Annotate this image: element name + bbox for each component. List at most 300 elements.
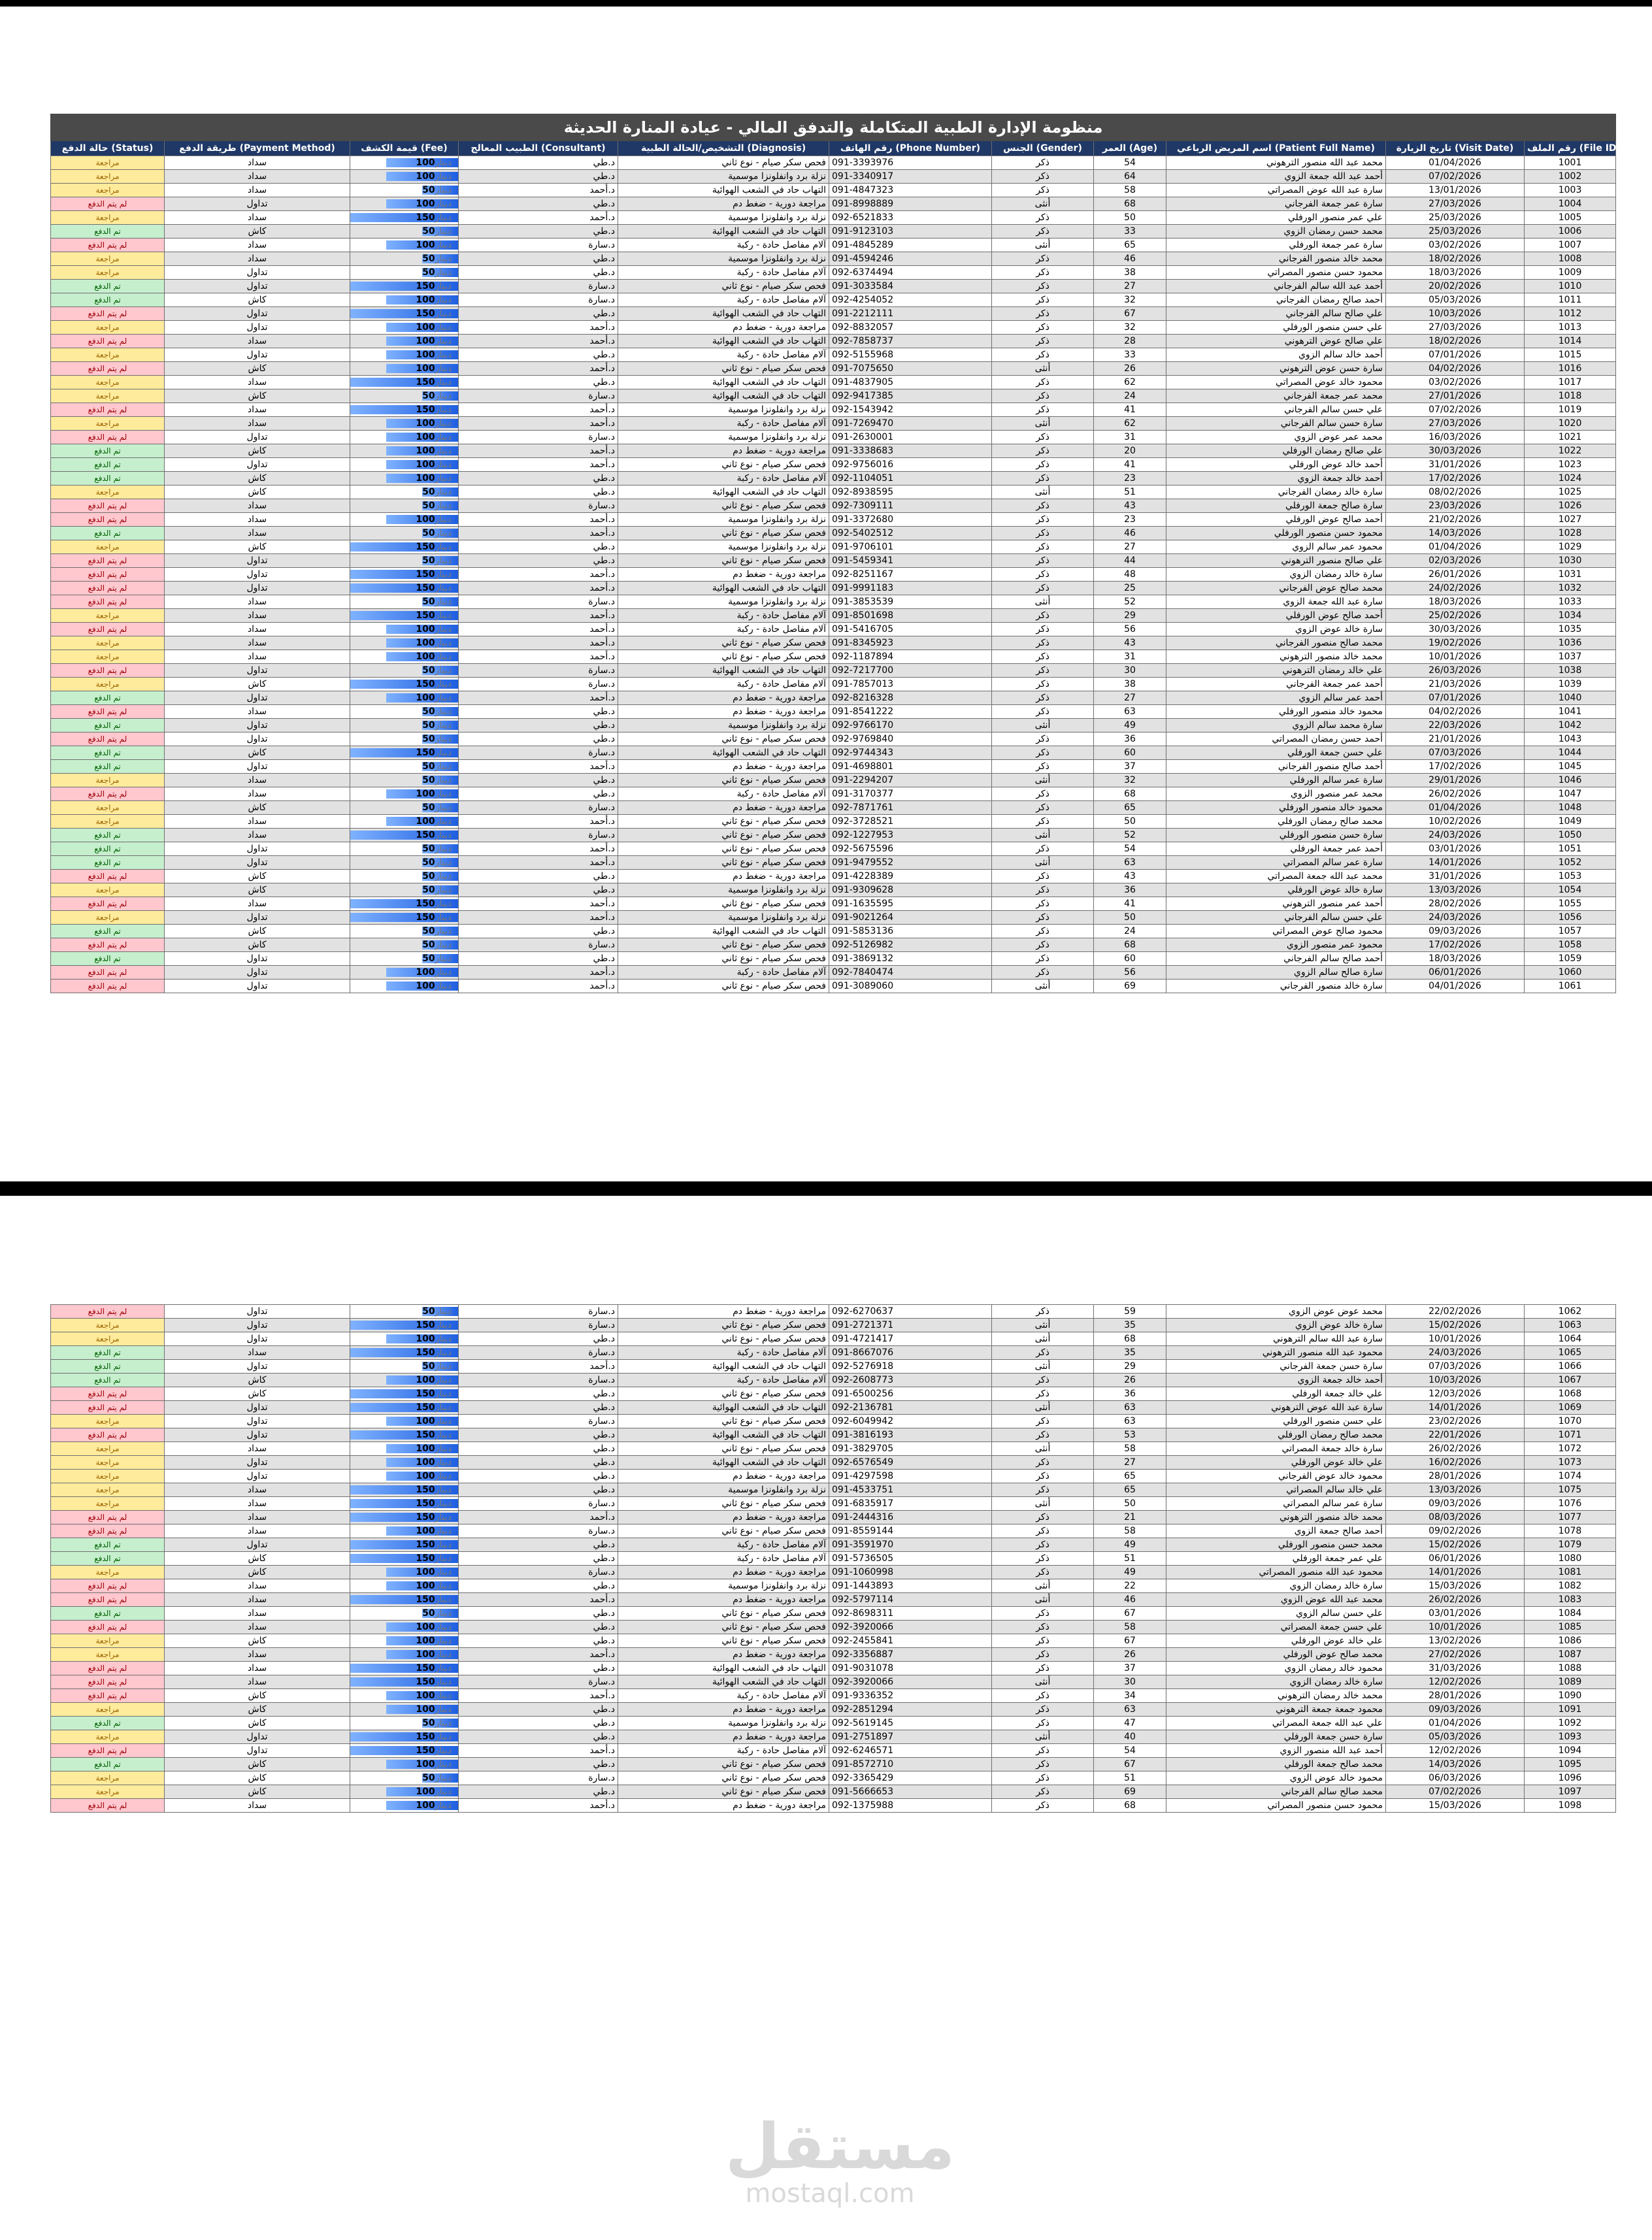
payment-cell[interactable]: تداول xyxy=(165,1538,350,1552)
diagnosis-cell[interactable]: نزلة برد وانفلونزا موسمية xyxy=(618,1579,829,1593)
age-cell[interactable]: 33 xyxy=(1094,225,1166,239)
gender-cell[interactable]: ذكر xyxy=(992,815,1094,829)
age-cell[interactable]: 44 xyxy=(1094,554,1166,568)
phone-cell[interactable]: 091-9021264 xyxy=(829,911,992,925)
doctor-cell[interactable]: د.سارة xyxy=(459,801,618,815)
age-cell[interactable]: 58 xyxy=(1094,1621,1166,1634)
patient-name-cell[interactable]: محمود خالد عوض المصراتي xyxy=(1166,376,1386,389)
fee-cell[interactable] xyxy=(350,595,459,609)
doctor-cell[interactable]: د.طي xyxy=(459,1634,618,1648)
doctor-cell[interactable]: د.سارة xyxy=(459,1319,618,1332)
payment-cell[interactable]: تداول xyxy=(165,582,350,595)
gender-cell[interactable]: ذكر xyxy=(992,1552,1094,1566)
phone-cell[interactable]: 091-5459341 xyxy=(829,554,992,568)
phone-cell[interactable]: 091-8667076 xyxy=(829,1346,992,1360)
doctor-cell[interactable]: د.طي xyxy=(459,787,618,801)
patient-name-cell[interactable]: محمد عمر منصور الزوي xyxy=(1166,787,1386,801)
phone-cell[interactable]: 092-9756016 xyxy=(829,458,992,472)
phone-cell[interactable]: 091-7269470 xyxy=(829,417,992,431)
visit-date-cell[interactable]: 12/03/2026 xyxy=(1386,1387,1525,1401)
patient-name-cell[interactable]: أحمد صالح منصور الفرجاني xyxy=(1166,760,1386,774)
doctor-cell[interactable]: د.سارة xyxy=(459,239,618,252)
payment-cell[interactable]: تداول xyxy=(165,197,350,211)
visit-date-cell[interactable]: 26/02/2026 xyxy=(1386,1442,1525,1456)
diagnosis-cell[interactable]: مراجعة دورية - ضغط دم xyxy=(618,321,829,335)
status-cell[interactable]: مراجعة xyxy=(51,376,165,389)
diagnosis-cell[interactable]: آلام مفاصل حادة - ركبة xyxy=(618,293,829,307)
status-cell[interactable]: تم الدفع xyxy=(51,225,165,239)
patient-name-cell[interactable]: سارة خالد رمضان الزوي xyxy=(1166,1675,1386,1689)
age-cell[interactable]: 51 xyxy=(1094,1552,1166,1566)
status-cell[interactable]: مراجعة xyxy=(51,678,165,691)
doctor-cell[interactable]: د.طي xyxy=(459,1703,618,1717)
status-cell[interactable]: مراجعة xyxy=(51,417,165,431)
patient-name-cell[interactable]: أحمد صالح سالم الفرجاني xyxy=(1166,952,1386,966)
visit-date-cell[interactable]: 13/03/2026 xyxy=(1386,1483,1525,1497)
file-id-cell[interactable]: 1013 xyxy=(1525,321,1616,335)
status-cell[interactable]: مراجعة xyxy=(51,321,165,335)
doctor-cell[interactable]: د.طي xyxy=(459,1483,618,1497)
gender-cell[interactable]: ذكر xyxy=(992,431,1094,444)
age-cell[interactable]: 54 xyxy=(1094,156,1166,170)
payment-cell[interactable]: سداد xyxy=(165,1648,350,1662)
status-cell[interactable]: لم يتم الدفع xyxy=(51,705,165,719)
gender-cell[interactable]: أنثى xyxy=(992,197,1094,211)
payment-cell[interactable]: كاش xyxy=(165,225,350,239)
age-cell[interactable]: 50 xyxy=(1094,815,1166,829)
doctor-cell[interactable]: د.سارة xyxy=(459,1415,618,1428)
fee-cell[interactable] xyxy=(350,842,459,856)
file-id-cell[interactable]: 1061 xyxy=(1525,980,1616,993)
fee-cell[interactable] xyxy=(350,1470,459,1483)
status-cell[interactable]: مراجعة xyxy=(51,815,165,829)
doctor-cell[interactable]: د.طي xyxy=(459,774,618,787)
phone-cell[interactable]: 091-4837905 xyxy=(829,376,992,389)
payment-cell[interactable]: كاش xyxy=(165,1771,350,1785)
payment-cell[interactable]: سداد xyxy=(165,376,350,389)
file-id-cell[interactable]: 1016 xyxy=(1525,362,1616,376)
status-cell[interactable]: مراجعة xyxy=(51,650,165,664)
gender-cell[interactable]: ذكر xyxy=(992,1387,1094,1401)
patient-name-cell[interactable]: سارة محمد سالم الزوي xyxy=(1166,719,1386,733)
age-cell[interactable]: 41 xyxy=(1094,403,1166,417)
status-cell[interactable]: مراجعة xyxy=(51,170,165,184)
doctor-cell[interactable]: د.طي xyxy=(459,266,618,280)
phone-cell[interactable]: 091-3816193 xyxy=(829,1428,992,1442)
gender-cell[interactable]: ذكر xyxy=(992,252,1094,266)
diagnosis-cell[interactable]: مراجعة دورية - ضغط دم xyxy=(618,760,829,774)
age-cell[interactable]: 63 xyxy=(1094,1401,1166,1415)
age-cell[interactable]: 68 xyxy=(1094,197,1166,211)
age-cell[interactable]: 65 xyxy=(1094,239,1166,252)
payment-cell[interactable]: كاش xyxy=(165,472,350,486)
payment-cell[interactable]: كاش xyxy=(165,746,350,760)
visit-date-cell[interactable]: 22/01/2026 xyxy=(1386,1428,1525,1442)
doctor-cell[interactable]: د.طي xyxy=(459,705,618,719)
status-cell[interactable]: لم يتم الدفع xyxy=(51,568,165,582)
diagnosis-cell[interactable]: نزلة برد وانفلونزا موسمية xyxy=(618,170,829,184)
diagnosis-cell[interactable]: التهاب حاد في الشعب الهوائية xyxy=(618,307,829,321)
gender-cell[interactable]: أنثى xyxy=(992,1497,1094,1511)
doctor-cell[interactable]: د.طي xyxy=(459,486,618,499)
age-cell[interactable]: 64 xyxy=(1094,170,1166,184)
patient-name-cell[interactable]: أحمد عبد الله منصور الزوي xyxy=(1166,1744,1386,1758)
file-id-cell[interactable]: 1062 xyxy=(1525,1305,1616,1319)
doctor-cell[interactable]: د.أحمد xyxy=(459,760,618,774)
patient-name-cell[interactable]: سارة عبد الله سالم الترهوني xyxy=(1166,1332,1386,1346)
gender-cell[interactable]: ذكر xyxy=(992,1634,1094,1648)
diagnosis-cell[interactable]: التهاب حاد في الشعب الهوائية xyxy=(618,664,829,678)
file-id-cell[interactable]: 1088 xyxy=(1525,1662,1616,1675)
diagnosis-cell[interactable]: فحص سكر صيام - نوع ثاني xyxy=(618,842,829,856)
visit-date-cell[interactable]: 09/03/2026 xyxy=(1386,925,1525,938)
file-id-cell[interactable]: 1009 xyxy=(1525,266,1616,280)
patient-name-cell[interactable]: محمود خالد رمضان الزوي xyxy=(1166,1662,1386,1675)
age-cell[interactable]: 21 xyxy=(1094,1511,1166,1524)
visit-date-cell[interactable]: 25/02/2026 xyxy=(1386,609,1525,623)
phone-cell[interactable]: 091-1635595 xyxy=(829,897,992,911)
header-fee[interactable]: قيمة الكشف (Fee) xyxy=(350,141,459,156)
visit-date-cell[interactable]: 31/01/2026 xyxy=(1386,870,1525,883)
visit-date-cell[interactable]: 07/03/2026 xyxy=(1386,746,1525,760)
diagnosis-cell[interactable]: فحص سكر صيام - نوع ثاني xyxy=(618,1634,829,1648)
status-cell[interactable]: تم الدفع xyxy=(51,527,165,540)
file-id-cell[interactable]: 1001 xyxy=(1525,156,1616,170)
file-id-cell[interactable]: 1055 xyxy=(1525,897,1616,911)
doctor-cell[interactable]: د.أحمد xyxy=(459,980,618,993)
phone-cell[interactable]: 092-9769840 xyxy=(829,733,992,746)
fee-cell[interactable] xyxy=(350,815,459,829)
diagnosis-cell[interactable]: فحص سكر صيام - نوع ثاني xyxy=(618,499,829,513)
diagnosis-cell[interactable]: فحص سكر صيام - نوع ثاني xyxy=(618,897,829,911)
doctor-cell[interactable]: د.سارة xyxy=(459,280,618,293)
visit-date-cell[interactable]: 09/03/2026 xyxy=(1386,1497,1525,1511)
visit-date-cell[interactable]: 27/01/2026 xyxy=(1386,389,1525,403)
payment-cell[interactable]: سداد xyxy=(165,239,350,252)
visit-date-cell[interactable]: 10/01/2026 xyxy=(1386,1621,1525,1634)
phone-cell[interactable]: 092-7309111 xyxy=(829,499,992,513)
patient-name-cell[interactable]: محمود عمر سالم الزوي xyxy=(1166,540,1386,554)
diagnosis-cell[interactable]: فحص سكر صيام - نوع ثاني xyxy=(618,458,829,472)
file-id-cell[interactable]: 1091 xyxy=(1525,1703,1616,1717)
file-id-cell[interactable]: 1065 xyxy=(1525,1346,1616,1360)
phone-cell[interactable]: 091-3591970 xyxy=(829,1538,992,1552)
patient-name-cell[interactable]: علي صالح رمضان الورفلي xyxy=(1166,444,1386,458)
visit-date-cell[interactable]: 30/03/2026 xyxy=(1386,444,1525,458)
payment-cell[interactable]: تداول xyxy=(165,1456,350,1470)
age-cell[interactable]: 49 xyxy=(1094,1538,1166,1552)
payment-cell[interactable]: كاش xyxy=(165,362,350,376)
phone-cell[interactable]: 092-3356887 xyxy=(829,1648,992,1662)
fee-cell[interactable] xyxy=(350,1703,459,1717)
visit-date-cell[interactable]: 04/02/2026 xyxy=(1386,362,1525,376)
patient-name-cell[interactable]: سارة عبد الله عوض المصراتي xyxy=(1166,184,1386,197)
payment-cell[interactable]: كاش xyxy=(165,1634,350,1648)
visit-date-cell[interactable]: 13/02/2026 xyxy=(1386,1634,1525,1648)
age-cell[interactable]: 37 xyxy=(1094,760,1166,774)
gender-cell[interactable]: ذكر xyxy=(992,307,1094,321)
visit-date-cell[interactable]: 05/03/2026 xyxy=(1386,293,1525,307)
gender-cell[interactable]: ذكر xyxy=(992,280,1094,293)
payment-cell[interactable]: كاش xyxy=(165,1566,350,1579)
file-id-cell[interactable]: 1039 xyxy=(1525,678,1616,691)
file-id-cell[interactable]: 1086 xyxy=(1525,1634,1616,1648)
payment-cell[interactable]: كاش xyxy=(165,486,350,499)
file-id-cell[interactable]: 1060 xyxy=(1525,966,1616,980)
payment-cell[interactable]: سداد xyxy=(165,829,350,842)
doctor-cell[interactable]: د.طي xyxy=(459,540,618,554)
diagnosis-cell[interactable]: فحص سكر صيام - نوع ثاني xyxy=(618,1758,829,1771)
file-id-cell[interactable]: 1045 xyxy=(1525,760,1616,774)
doctor-cell[interactable]: د.طي xyxy=(459,1758,618,1771)
doctor-cell[interactable]: د.طي xyxy=(459,376,618,389)
fee-cell[interactable] xyxy=(350,760,459,774)
payment-cell[interactable]: تداول xyxy=(165,1360,350,1374)
gender-cell[interactable]: ذكر xyxy=(992,472,1094,486)
visit-date-cell[interactable]: 10/03/2026 xyxy=(1386,307,1525,321)
visit-date-cell[interactable]: 10/01/2026 xyxy=(1386,1332,1525,1346)
file-id-cell[interactable]: 1020 xyxy=(1525,417,1616,431)
age-cell[interactable]: 46 xyxy=(1094,527,1166,540)
gender-cell[interactable]: ذكر xyxy=(992,403,1094,417)
age-cell[interactable]: 63 xyxy=(1094,1703,1166,1717)
gender-cell[interactable]: أنثى xyxy=(992,1675,1094,1689)
file-id-cell[interactable]: 1040 xyxy=(1525,691,1616,705)
visit-date-cell[interactable]: 21/03/2026 xyxy=(1386,678,1525,691)
age-cell[interactable]: 58 xyxy=(1094,1524,1166,1538)
doctor-cell[interactable]: د.أحمد xyxy=(459,513,618,527)
patient-name-cell[interactable]: محمود عبد الله منصور الترهوني xyxy=(1166,1346,1386,1360)
age-cell[interactable]: 53 xyxy=(1094,1428,1166,1442)
visit-date-cell[interactable]: 16/03/2026 xyxy=(1386,431,1525,444)
fee-cell[interactable] xyxy=(350,458,459,472)
fee-cell[interactable] xyxy=(350,1634,459,1648)
phone-cell[interactable]: 092-9744343 xyxy=(829,746,992,760)
fee-cell[interactable] xyxy=(350,293,459,307)
diagnosis-cell[interactable]: التهاب حاد في الشعب الهوائية xyxy=(618,335,829,348)
gender-cell[interactable]: ذكر xyxy=(992,1771,1094,1785)
phone-cell[interactable]: 092-8216328 xyxy=(829,691,992,705)
payment-cell[interactable]: تداول xyxy=(165,266,350,280)
payment-cell[interactable]: تداول xyxy=(165,1730,350,1744)
status-cell[interactable]: تم الدفع xyxy=(51,1374,165,1387)
doctor-cell[interactable]: د.سارة xyxy=(459,938,618,952)
fee-cell[interactable] xyxy=(350,623,459,636)
gender-cell[interactable]: ذكر xyxy=(992,911,1094,925)
status-cell[interactable]: مراجعة xyxy=(51,1332,165,1346)
diagnosis-cell[interactable]: نزلة برد وانفلونزا موسمية xyxy=(618,1483,829,1497)
phone-cell[interactable]: 091-2212111 xyxy=(829,307,992,321)
file-id-cell[interactable]: 1070 xyxy=(1525,1415,1616,1428)
visit-date-cell[interactable]: 23/03/2026 xyxy=(1386,499,1525,513)
patient-name-cell[interactable]: سارة خالد جمعة المصراتي xyxy=(1166,1442,1386,1456)
fee-cell[interactable] xyxy=(350,499,459,513)
fee-cell[interactable] xyxy=(350,1511,459,1524)
fee-cell[interactable] xyxy=(350,389,459,403)
patient-name-cell[interactable]: محمد عبد الله عوض الزوي xyxy=(1166,1593,1386,1607)
phone-cell[interactable]: 092-1104051 xyxy=(829,472,992,486)
diagnosis-cell[interactable]: مراجعة دورية - ضغط دم xyxy=(618,1470,829,1483)
gender-cell[interactable]: ذكر xyxy=(992,705,1094,719)
patient-name-cell[interactable]: أحمد خالد جمعة الزوي xyxy=(1166,472,1386,486)
fee-cell[interactable] xyxy=(350,650,459,664)
phone-cell[interactable]: 091-9123103 xyxy=(829,225,992,239)
age-cell[interactable]: 49 xyxy=(1094,1566,1166,1579)
payment-cell[interactable]: سداد xyxy=(165,211,350,225)
visit-date-cell[interactable]: 17/02/2026 xyxy=(1386,760,1525,774)
patient-name-cell[interactable]: سارة خالد عوض الزوي xyxy=(1166,1319,1386,1332)
doctor-cell[interactable]: د.طي xyxy=(459,1538,618,1552)
gender-cell[interactable]: ذكر xyxy=(992,746,1094,760)
file-id-cell[interactable]: 1096 xyxy=(1525,1771,1616,1785)
fee-cell[interactable] xyxy=(350,911,459,925)
patient-name-cell[interactable]: سارة حسن جمعة الفرجاني xyxy=(1166,1360,1386,1374)
fee-cell[interactable] xyxy=(350,966,459,980)
age-cell[interactable]: 50 xyxy=(1094,911,1166,925)
doctor-cell[interactable]: د.طي xyxy=(459,925,618,938)
payment-cell[interactable]: تداول xyxy=(165,431,350,444)
gender-cell[interactable]: أنثى xyxy=(992,1579,1094,1593)
age-cell[interactable]: 22 xyxy=(1094,1579,1166,1593)
doctor-cell[interactable]: د.أحمد xyxy=(459,444,618,458)
doctor-cell[interactable]: د.أحمد xyxy=(459,609,618,623)
payment-cell[interactable]: سداد xyxy=(165,403,350,417)
visit-date-cell[interactable]: 05/03/2026 xyxy=(1386,1730,1525,1744)
visit-date-cell[interactable]: 09/03/2026 xyxy=(1386,1703,1525,1717)
patient-name-cell[interactable]: سارة صالح سالم الزوي xyxy=(1166,966,1386,980)
payment-cell[interactable]: كاش xyxy=(165,293,350,307)
status-cell[interactable]: لم يتم الدفع xyxy=(51,1387,165,1401)
age-cell[interactable]: 41 xyxy=(1094,897,1166,911)
diagnosis-cell[interactable]: فحص سكر صيام - نوع ثاني xyxy=(618,774,829,787)
file-id-cell[interactable]: 1014 xyxy=(1525,335,1616,348)
age-cell[interactable]: 46 xyxy=(1094,252,1166,266)
patient-name-cell[interactable]: محمود عمر منصور الزوي xyxy=(1166,938,1386,952)
file-id-cell[interactable]: 1080 xyxy=(1525,1552,1616,1566)
file-id-cell[interactable]: 1041 xyxy=(1525,705,1616,719)
diagnosis-cell[interactable]: فحص سكر صيام - نوع ثاني xyxy=(618,1785,829,1799)
patient-name-cell[interactable]: علي حسن منصور الورفلي xyxy=(1166,321,1386,335)
age-cell[interactable]: 51 xyxy=(1094,1771,1166,1785)
status-cell[interactable]: تم الدفع xyxy=(51,842,165,856)
phone-cell[interactable]: 091-3869132 xyxy=(829,952,992,966)
diagnosis-cell[interactable]: مراجعة دورية - ضغط دم xyxy=(618,1566,829,1579)
phone-cell[interactable]: 091-8541222 xyxy=(829,705,992,719)
gender-cell[interactable]: أنثى xyxy=(992,1401,1094,1415)
gender-cell[interactable]: ذكر xyxy=(992,760,1094,774)
patient-name-cell[interactable]: محمود حسن منصور المصراتي xyxy=(1166,266,1386,280)
visit-date-cell[interactable]: 24/03/2026 xyxy=(1386,1346,1525,1360)
gender-cell[interactable]: ذكر xyxy=(992,870,1094,883)
phone-cell[interactable]: 091-4594246 xyxy=(829,252,992,266)
doctor-cell[interactable]: د.طي xyxy=(459,1442,618,1456)
payment-cell[interactable]: تداول xyxy=(165,760,350,774)
patient-name-cell[interactable]: أحمد عبد الله سالم الفرجاني xyxy=(1166,280,1386,293)
payment-cell[interactable]: سداد xyxy=(165,595,350,609)
fee-cell[interactable] xyxy=(350,938,459,952)
phone-cell[interactable]: 092-7871761 xyxy=(829,801,992,815)
visit-date-cell[interactable]: 31/03/2026 xyxy=(1386,1662,1525,1675)
gender-cell[interactable]: ذكر xyxy=(992,335,1094,348)
payment-cell[interactable]: كاش xyxy=(165,444,350,458)
gender-cell[interactable]: ذكر xyxy=(992,225,1094,239)
file-id-cell[interactable]: 1056 xyxy=(1525,911,1616,925)
doctor-cell[interactable]: د.أحمد xyxy=(459,582,618,595)
status-cell[interactable]: لم يتم الدفع xyxy=(51,335,165,348)
phone-cell[interactable]: 091-3853539 xyxy=(829,595,992,609)
diagnosis-cell[interactable]: مراجعة دورية - ضغط دم xyxy=(618,444,829,458)
payment-cell[interactable]: كاش xyxy=(165,1387,350,1401)
doctor-cell[interactable]: د.أحمد xyxy=(459,636,618,650)
file-id-cell[interactable]: 1048 xyxy=(1525,801,1616,815)
file-id-cell[interactable]: 1033 xyxy=(1525,595,1616,609)
diagnosis-cell[interactable]: مراجعة دورية - ضغط دم xyxy=(618,1511,829,1524)
age-cell[interactable]: 32 xyxy=(1094,774,1166,787)
doctor-cell[interactable]: د.أحمد xyxy=(459,527,618,540)
phone-cell[interactable]: 091-3089060 xyxy=(829,980,992,993)
fee-cell[interactable] xyxy=(350,486,459,499)
fee-cell[interactable] xyxy=(350,1717,459,1730)
status-cell[interactable]: لم يتم الدفع xyxy=(51,1675,165,1689)
fee-cell[interactable] xyxy=(350,1332,459,1346)
fee-cell[interactable] xyxy=(350,1524,459,1538)
file-id-cell[interactable]: 1046 xyxy=(1525,774,1616,787)
age-cell[interactable]: 33 xyxy=(1094,348,1166,362)
doctor-cell[interactable]: د.سارة xyxy=(459,1346,618,1360)
patient-name-cell[interactable]: علي صالح منصور الترهوني xyxy=(1166,554,1386,568)
gender-cell[interactable]: أنثى xyxy=(992,829,1094,842)
payment-cell[interactable]: كاش xyxy=(165,678,350,691)
phone-cell[interactable]: 092-2136781 xyxy=(829,1401,992,1415)
age-cell[interactable]: 67 xyxy=(1094,1634,1166,1648)
gender-cell[interactable]: ذكر xyxy=(992,938,1094,952)
file-id-cell[interactable]: 1052 xyxy=(1525,856,1616,870)
patient-name-cell[interactable]: محمد صالح سالم الفرجاني xyxy=(1166,1785,1386,1799)
phone-cell[interactable]: 091-2294207 xyxy=(829,774,992,787)
header-date[interactable]: تاريخ الزيارة (Visit Date) xyxy=(1386,141,1525,156)
age-cell[interactable]: 38 xyxy=(1094,266,1166,280)
diagnosis-cell[interactable]: مراجعة دورية - ضغط دم xyxy=(618,197,829,211)
patient-name-cell[interactable]: محمد عمر جمعة الفرجاني xyxy=(1166,389,1386,403)
patient-name-cell[interactable]: محمود خالد منصور الورفلي xyxy=(1166,801,1386,815)
phone-cell[interactable]: 092-6270637 xyxy=(829,1305,992,1319)
age-cell[interactable]: 23 xyxy=(1094,513,1166,527)
fee-cell[interactable] xyxy=(350,376,459,389)
visit-date-cell[interactable]: 13/03/2026 xyxy=(1386,883,1525,897)
visit-date-cell[interactable]: 26/02/2026 xyxy=(1386,787,1525,801)
diagnosis-cell[interactable]: التهاب حاد في الشعب الهوائية xyxy=(618,1456,829,1470)
status-cell[interactable]: لم يتم الدفع xyxy=(51,1744,165,1758)
file-id-cell[interactable]: 1037 xyxy=(1525,650,1616,664)
doctor-cell[interactable]: د.طي xyxy=(459,348,618,362)
payment-cell[interactable]: سداد xyxy=(165,609,350,623)
payment-cell[interactable]: كاش xyxy=(165,1552,350,1566)
header-gender[interactable]: الجنس (Gender) xyxy=(992,141,1094,156)
doctor-cell[interactable]: د.سارة xyxy=(459,1524,618,1538)
phone-cell[interactable]: 092-6374494 xyxy=(829,266,992,280)
patient-name-cell[interactable]: علي حسن سالم الفرجاني xyxy=(1166,403,1386,417)
payment-cell[interactable]: كاش xyxy=(165,1703,350,1717)
age-cell[interactable]: 52 xyxy=(1094,829,1166,842)
fee-cell[interactable] xyxy=(350,266,459,280)
age-cell[interactable]: 65 xyxy=(1094,801,1166,815)
patient-name-cell[interactable]: علي حسن سالم الفرجاني xyxy=(1166,911,1386,925)
patient-name-cell[interactable]: علي حسن جمعة الورفلي xyxy=(1166,746,1386,760)
fee-cell[interactable] xyxy=(350,348,459,362)
patient-name-cell[interactable]: علي صالح عوض الترهوني xyxy=(1166,335,1386,348)
patient-name-cell[interactable]: محمود حسن منصور الورفلي xyxy=(1166,527,1386,540)
gender-cell[interactable]: ذكر xyxy=(992,609,1094,623)
